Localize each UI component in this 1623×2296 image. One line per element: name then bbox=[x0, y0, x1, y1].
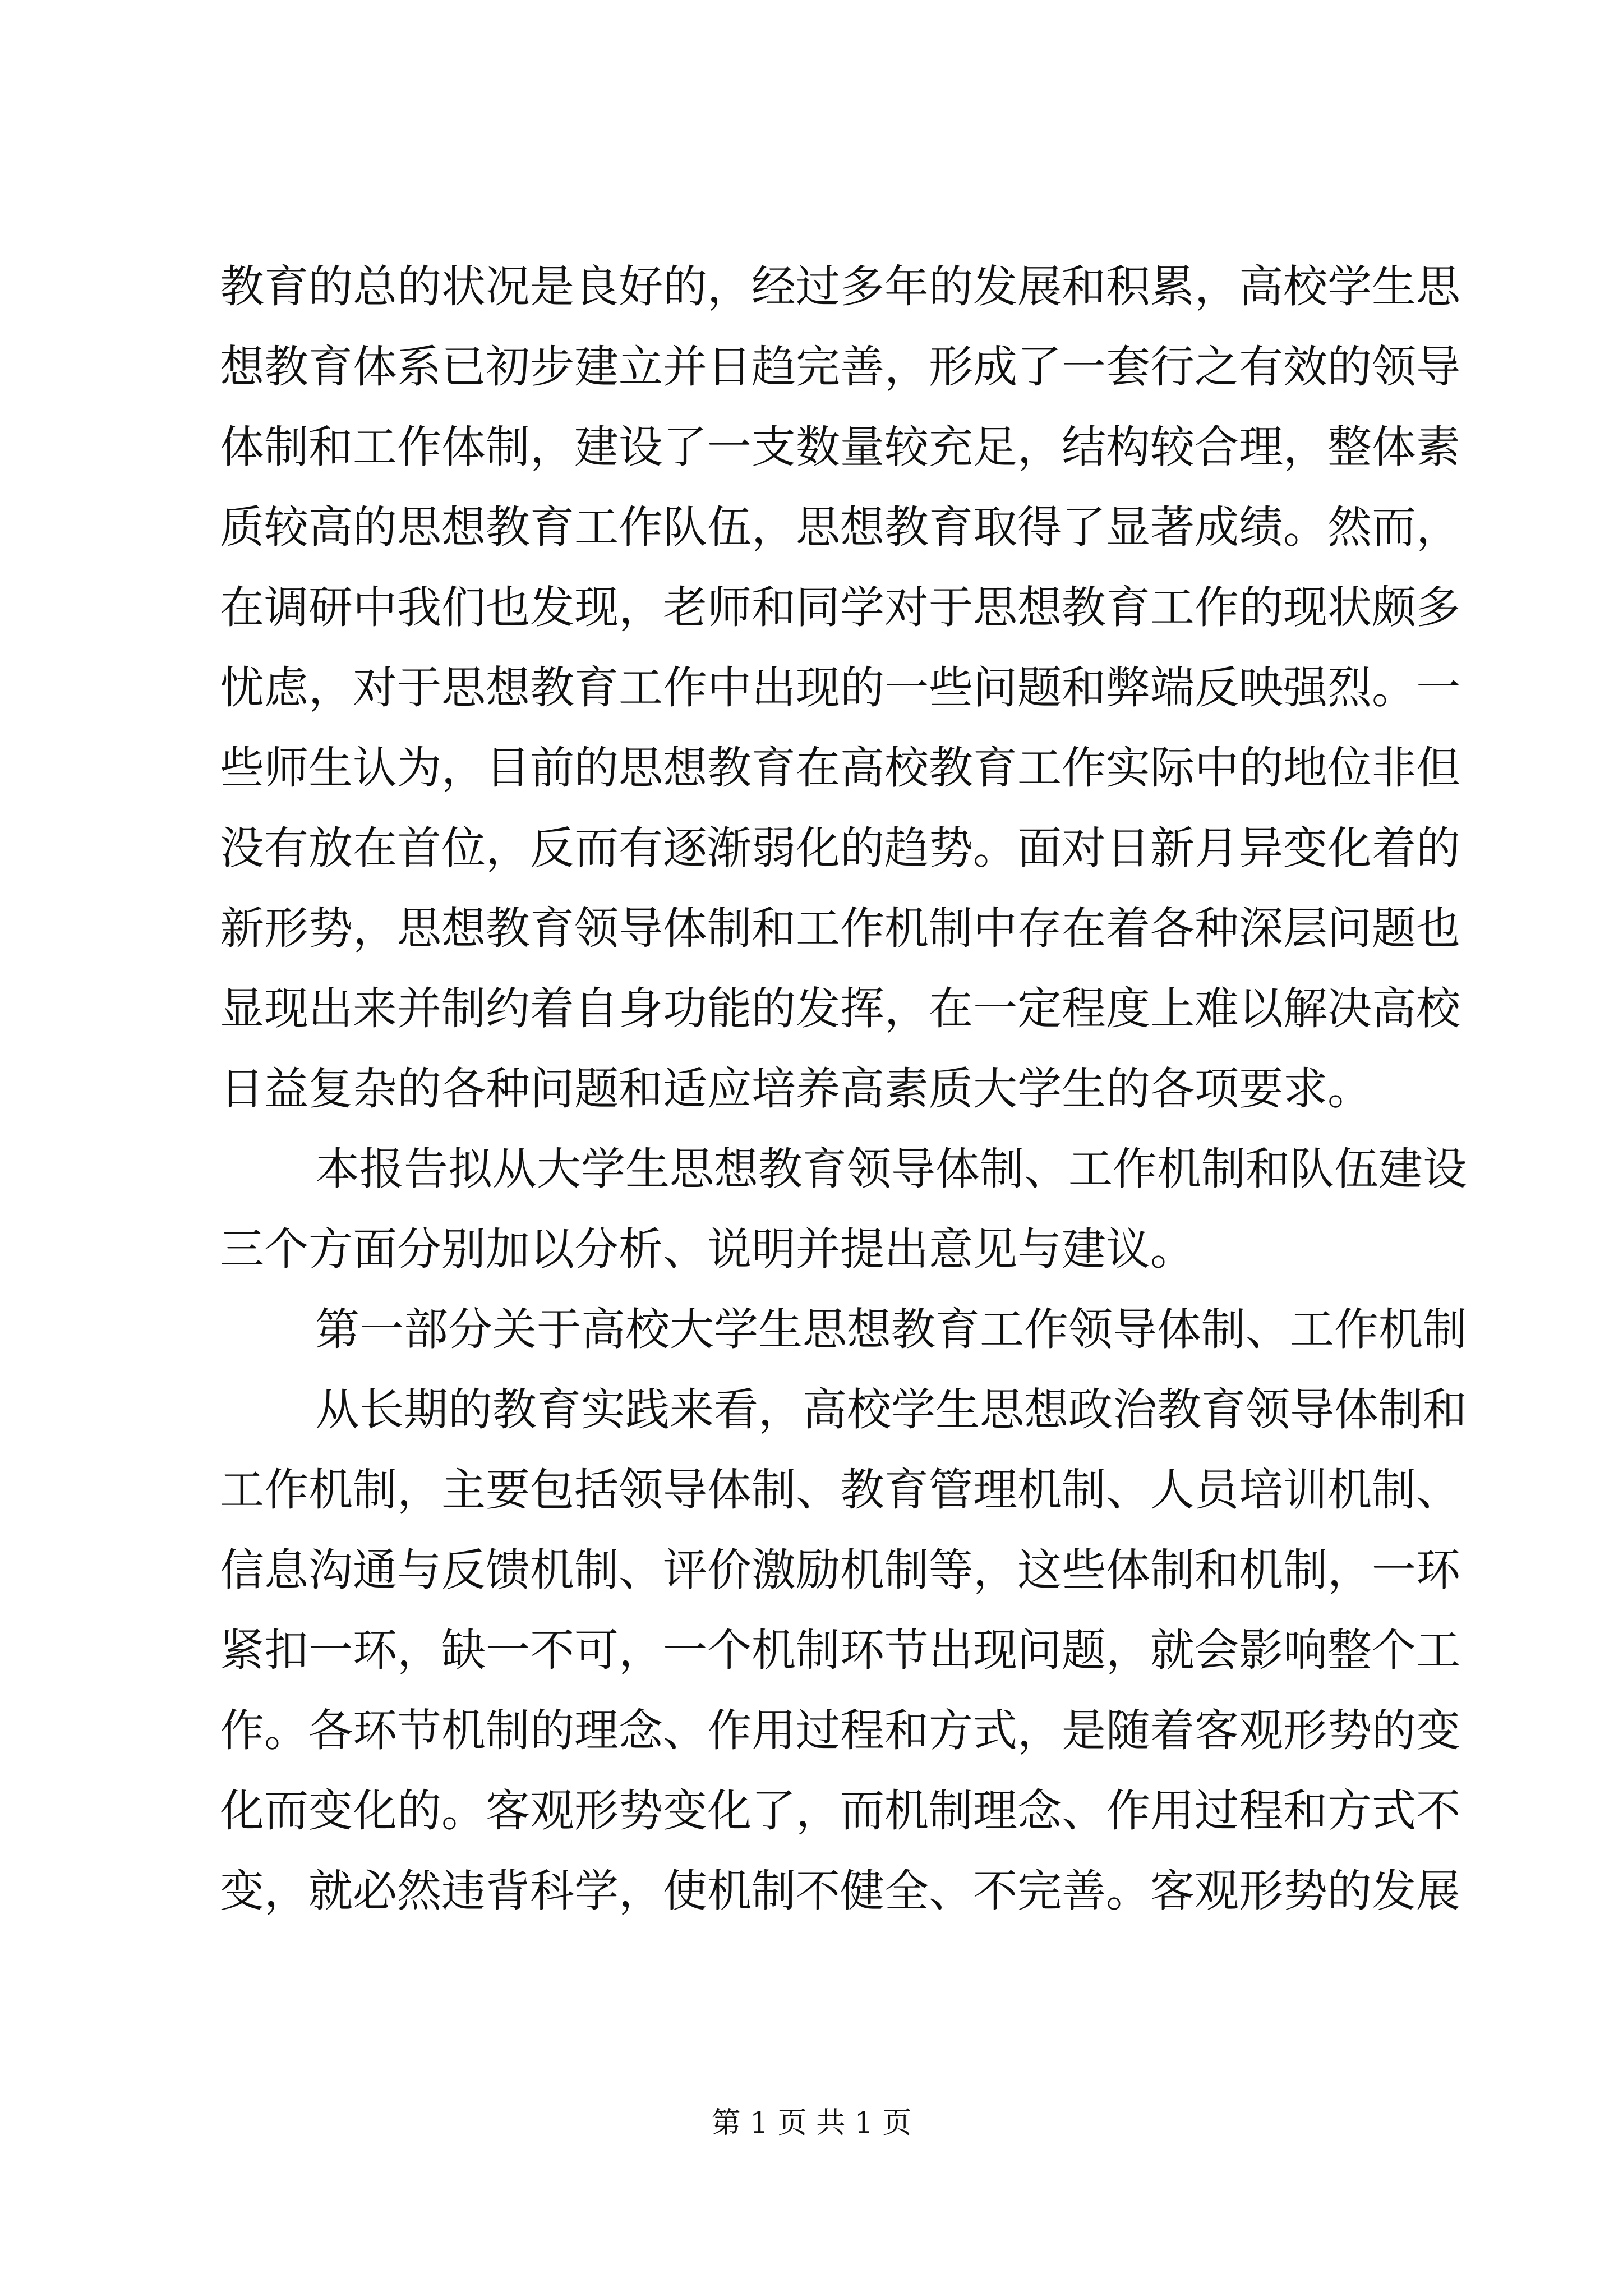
text-line: 新形势，思想教育领导体制和工作机制中存在着各种深层问题也 bbox=[220, 903, 1460, 954]
text-line: 三个方面分别加以分析、说明并提出意见与建议。 bbox=[220, 1223, 1195, 1275]
text-line: 紧扣一环，缺一不可，一个机制环节出现问题，就会影响整个工 bbox=[220, 1625, 1460, 1676]
text-line: 显现出来并制约着自身功能的发挥，在一定程度上难以解决高校 bbox=[220, 983, 1460, 1034]
text-line: 忧虑，对于思想教育工作中出现的一些问题和弊端反映强烈。一 bbox=[220, 662, 1460, 714]
text-line: 从长期的教育实践来看，高校学生思想政治教育领导体制和 bbox=[315, 1384, 1467, 1435]
text-line: 质较高的思想教育工作队伍，思想教育取得了显著成绩。然而， bbox=[220, 501, 1460, 553]
text-line: 作。各环节机制的理念、作用过程和方式，是随着客观形势的变 bbox=[220, 1705, 1460, 1756]
document-body bbox=[220, 247, 1467, 1931]
text-line: 想教育体系已初步建立并日趋完善，形成了一套行之有效的领导 bbox=[220, 341, 1460, 393]
text-line: 些师生认为，目前的思想教育在高校教育工作实际中的地位非但 bbox=[220, 742, 1460, 794]
text-line: 第一部分关于高校大学生思想教育工作领导体制、工作机制 bbox=[315, 1304, 1467, 1355]
text-line: 没有放在首位，反而有逐渐弱化的趋势。面对日新月异变化着的 bbox=[220, 822, 1460, 874]
text-line: 变，就必然违背科学，使机制不健全、不完善。客观形势的发展 bbox=[220, 1865, 1460, 1917]
text-line: 化而变化的。客观形势变化了，而机制理念、作用过程和方式不 bbox=[220, 1785, 1460, 1837]
text-line: 在调研中我们也发现，老师和同学对于思想教育工作的现状颇多 bbox=[220, 582, 1460, 633]
text-line: 信息沟通与反馈机制、评价激励机制等，这些体制和机制，一环 bbox=[220, 1544, 1460, 1596]
text-line: 体制和工作体制，建设了一支数量较充足，结构较合理，整体素 bbox=[220, 421, 1460, 473]
text-line: 日益复杂的各种问题和适应培养高素质大学生的各项要求。 bbox=[220, 1063, 1372, 1115]
text-line: 教育的总的状况是良好的，经过多年的发展和积累，高校学生思 bbox=[220, 261, 1460, 312]
text-line: 本报告拟从大学生思想教育领导体制、工作机制和队伍建设 bbox=[315, 1143, 1467, 1195]
text-line: 工作机制，主要包括领导体制、教育管理机制、人员培训机制、 bbox=[220, 1464, 1460, 1516]
page-footer: 第 1 页 共 1 页 bbox=[711, 2106, 912, 2140]
